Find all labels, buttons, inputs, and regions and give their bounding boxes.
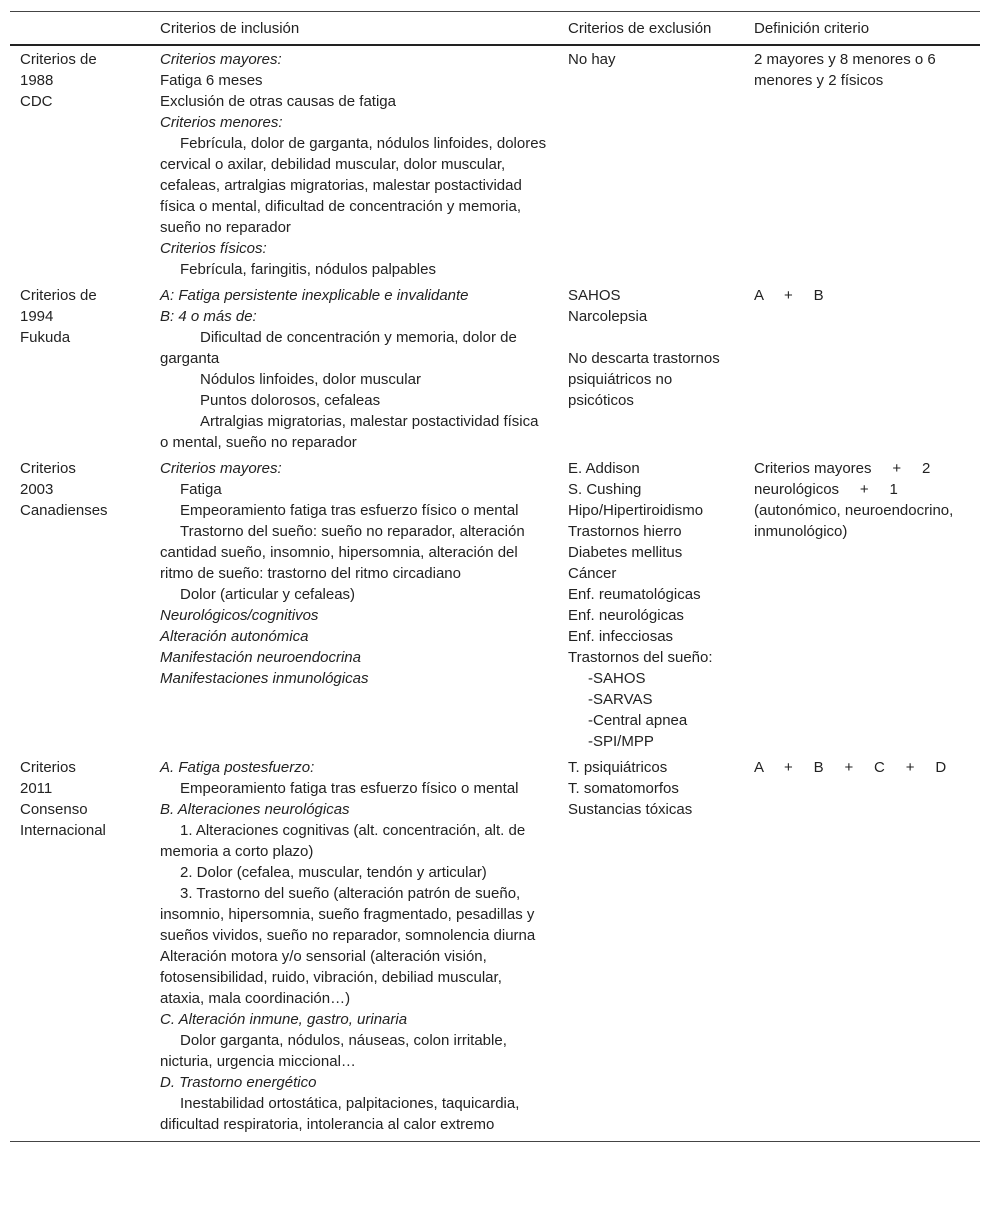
exclusion-line <box>568 327 734 348</box>
definition-cell: A + B <box>754 287 824 304</box>
header-name <box>10 12 150 46</box>
exclusion-line: -SARVAS <box>588 691 653 708</box>
criteria-name-line: Criterios <box>20 759 76 776</box>
criteria-name-line: Consenso <box>20 801 88 818</box>
inclusion-line: Manifestaciones inmunológicas <box>160 670 369 687</box>
inclusion-line: Febrícula, dolor de garganta, nódulos linfoides, dolores cervical o axilar, debilidad muscular, dolor muscular, cefaleas, artralgias migratorias, malestar postactividad física o mental, dificultad de concentración y memoria, sueño no reparador <box>160 135 547 236</box>
inclusion-line: Criterios físicos: <box>160 240 267 257</box>
inclusion-line: Inestabilidad ortostática, palpitaciones, taquicardia, dificultad respiratoria, intolerancia al calor extremo <box>160 1095 520 1133</box>
exclusion-line: T. somatomorfos <box>568 780 679 797</box>
inclusion-line: A: Fatiga persistente inexplicable e invalidante <box>160 287 469 304</box>
definition-cell: A + B + C + D <box>744 754 980 1142</box>
criteria-name-cell <box>10 455 150 754</box>
inclusion-line: Alteración autonómica <box>160 628 309 645</box>
criteria-name-line: Canadienses <box>20 502 108 519</box>
exclusion-line: T. psiquiátricos <box>568 759 668 776</box>
inclusion-line: Criterios mayores: <box>160 460 282 477</box>
inclusion-line: Alteración motora y/o sensorial (alteración visión, fotosensibilidad, ruido, vibración, debiliad muscular, ataxia, mala coordinación…) <box>160 948 502 1007</box>
criteria-name-line: Criterios <box>20 460 76 477</box>
criteria-name-line: Criterios de <box>20 287 97 304</box>
inclusion-line: Febrícula, faringitis, nódulos palpables <box>180 261 436 278</box>
inclusion-line: Empeoramiento fatiga tras esfuerzo físico o mental <box>180 502 519 519</box>
inclusion-line: Manifestación neuroendocrina <box>160 649 361 666</box>
exclusion-line: Trastornos del sueño: <box>568 649 713 666</box>
exclusion-line: S. Cushing <box>568 481 642 498</box>
inclusion-line: Criterios mayores: <box>160 51 282 68</box>
exclusion-line: -Central apnea <box>588 712 688 729</box>
exclusion-line: Diabetes mellitus <box>568 544 683 561</box>
inclusion-line: Exclusión de otras causas de fatiga <box>160 93 396 110</box>
criteria-name-line: CDC <box>20 93 53 110</box>
exclusion-line: Narcolepsia <box>568 308 648 325</box>
exclusion-line: No hay <box>568 51 616 68</box>
criteria-name-line: 1988 <box>20 72 54 89</box>
criteria-name-cell <box>10 754 150 1142</box>
exclusion-line: Trastornos hierro <box>568 523 682 540</box>
criteria-name-cell <box>10 45 150 282</box>
criteria-name-line: 2003 <box>20 481 54 498</box>
exclusion-line: Enf. neurológicas <box>568 607 684 624</box>
inclusion-line: Criterios menores: <box>160 114 283 131</box>
inclusion-line: Trastorno del sueño: sueño no reparador, alteración cantidad sueño, insomnio, hipersomnia, alteración del ritmo de sueño: trastorno del ritmo circadiano <box>160 523 525 582</box>
inclusion-line: 3. Trastorno del sueño (alteración patrón de sueño, insomnio, hipersomnia, sueño fragmentado, pesadillas y sueños vividos, sueño no reparador, somnolencia diurna <box>160 885 536 944</box>
exclusion-cell <box>558 282 744 455</box>
criteria-table <box>10 11 980 1142</box>
exclusion-line: Cáncer <box>568 565 617 582</box>
inclusion-line: Fatiga 6 meses <box>160 72 263 89</box>
exclusion-line: E. Addison <box>568 460 640 477</box>
exclusion-line: No descarta trastornos psiquiátricos no psicóticos <box>568 350 724 409</box>
inclusion-cell <box>150 45 558 282</box>
table-row <box>10 45 980 282</box>
definition-cell: 2 mayores y 8 menores o 6 menores y 2 físicos <box>754 51 940 89</box>
criteria-name-line: 1994 <box>20 308 54 325</box>
inclusion-cell <box>150 282 558 455</box>
criteria-name-line: Fukuda <box>20 329 71 346</box>
inclusion-line: 2. Dolor (cefalea, muscular, tendón y articular) <box>180 864 487 881</box>
inclusion-cell <box>150 455 558 754</box>
table-row <box>10 282 980 455</box>
table-row <box>10 455 980 754</box>
exclusion-line: Enf. reumatológicas <box>568 586 701 603</box>
inclusion-line: D. Trastorno energético <box>160 1074 317 1091</box>
inclusion-line: Dolor garganta, nódulos, náuseas, colon irritable, nicturia, urgencia miccional… <box>160 1032 507 1070</box>
header-exclusion: Criterios de exclusión <box>558 12 744 46</box>
criteria-name-line: 2011 <box>20 780 53 797</box>
criteria-name-line: Internacional <box>20 822 106 839</box>
exclusion-line: Sustancias tóxicas <box>568 801 693 818</box>
exclusion-line: -SAHOS <box>588 670 646 687</box>
inclusion-line: C. Alteración inmune, gastro, urinaria <box>160 1011 408 1028</box>
inclusion-cell <box>150 754 558 1142</box>
inclusion-line: Empeoramiento fatiga tras esfuerzo físico o mental <box>180 780 519 797</box>
header-row <box>10 12 980 46</box>
inclusion-line: Puntos dolorosos, cefaleas <box>200 392 381 409</box>
definition-cell: Criterios mayores + 2 neurológicos + 1 (autonómico, neuroendocrino, inmunológico) <box>754 460 958 540</box>
inclusion-line: Fatiga <box>180 481 222 498</box>
criteria-name-cell <box>10 282 150 455</box>
exclusion-cell <box>558 45 744 282</box>
table-row <box>10 754 980 1142</box>
exclusion-cell <box>558 455 744 754</box>
table-body <box>10 45 980 1142</box>
inclusion-line: B: 4 o más de: <box>160 308 257 325</box>
exclusion-cell <box>558 754 744 1142</box>
criteria-name-line: Criterios de <box>20 51 97 68</box>
inclusion-line: Nódulos linfoides, dolor muscular <box>200 371 421 388</box>
inclusion-line: A. Fatiga postesfuerzo: <box>160 759 315 776</box>
header-inclusion: Criterios de inclusión <box>150 12 558 46</box>
exclusion-line: Enf. infecciosas <box>568 628 674 645</box>
header-definition: Definición criterio <box>744 12 980 46</box>
inclusion-line: 1. Alteraciones cognitivas (alt. concentración, alt. de memoria a corto plazo) <box>160 822 526 860</box>
exclusion-line: Hipo/Hipertiroidismo <box>568 502 704 519</box>
inclusion-line: Dificultad de concentración y memoria, dolor de garganta <box>160 329 517 367</box>
inclusion-line: B. Alteraciones neurológicas <box>160 801 350 818</box>
exclusion-line: -SPI/MPP <box>588 733 654 750</box>
exclusion-line: SAHOS <box>568 287 621 304</box>
inclusion-line: Dolor (articular y cefaleas) <box>180 586 356 603</box>
inclusion-line: Neurológicos/cognitivos <box>160 607 319 624</box>
inclusion-line: Artralgias migratorias, malestar postactividad física o mental, sueño no reparador <box>160 413 539 451</box>
